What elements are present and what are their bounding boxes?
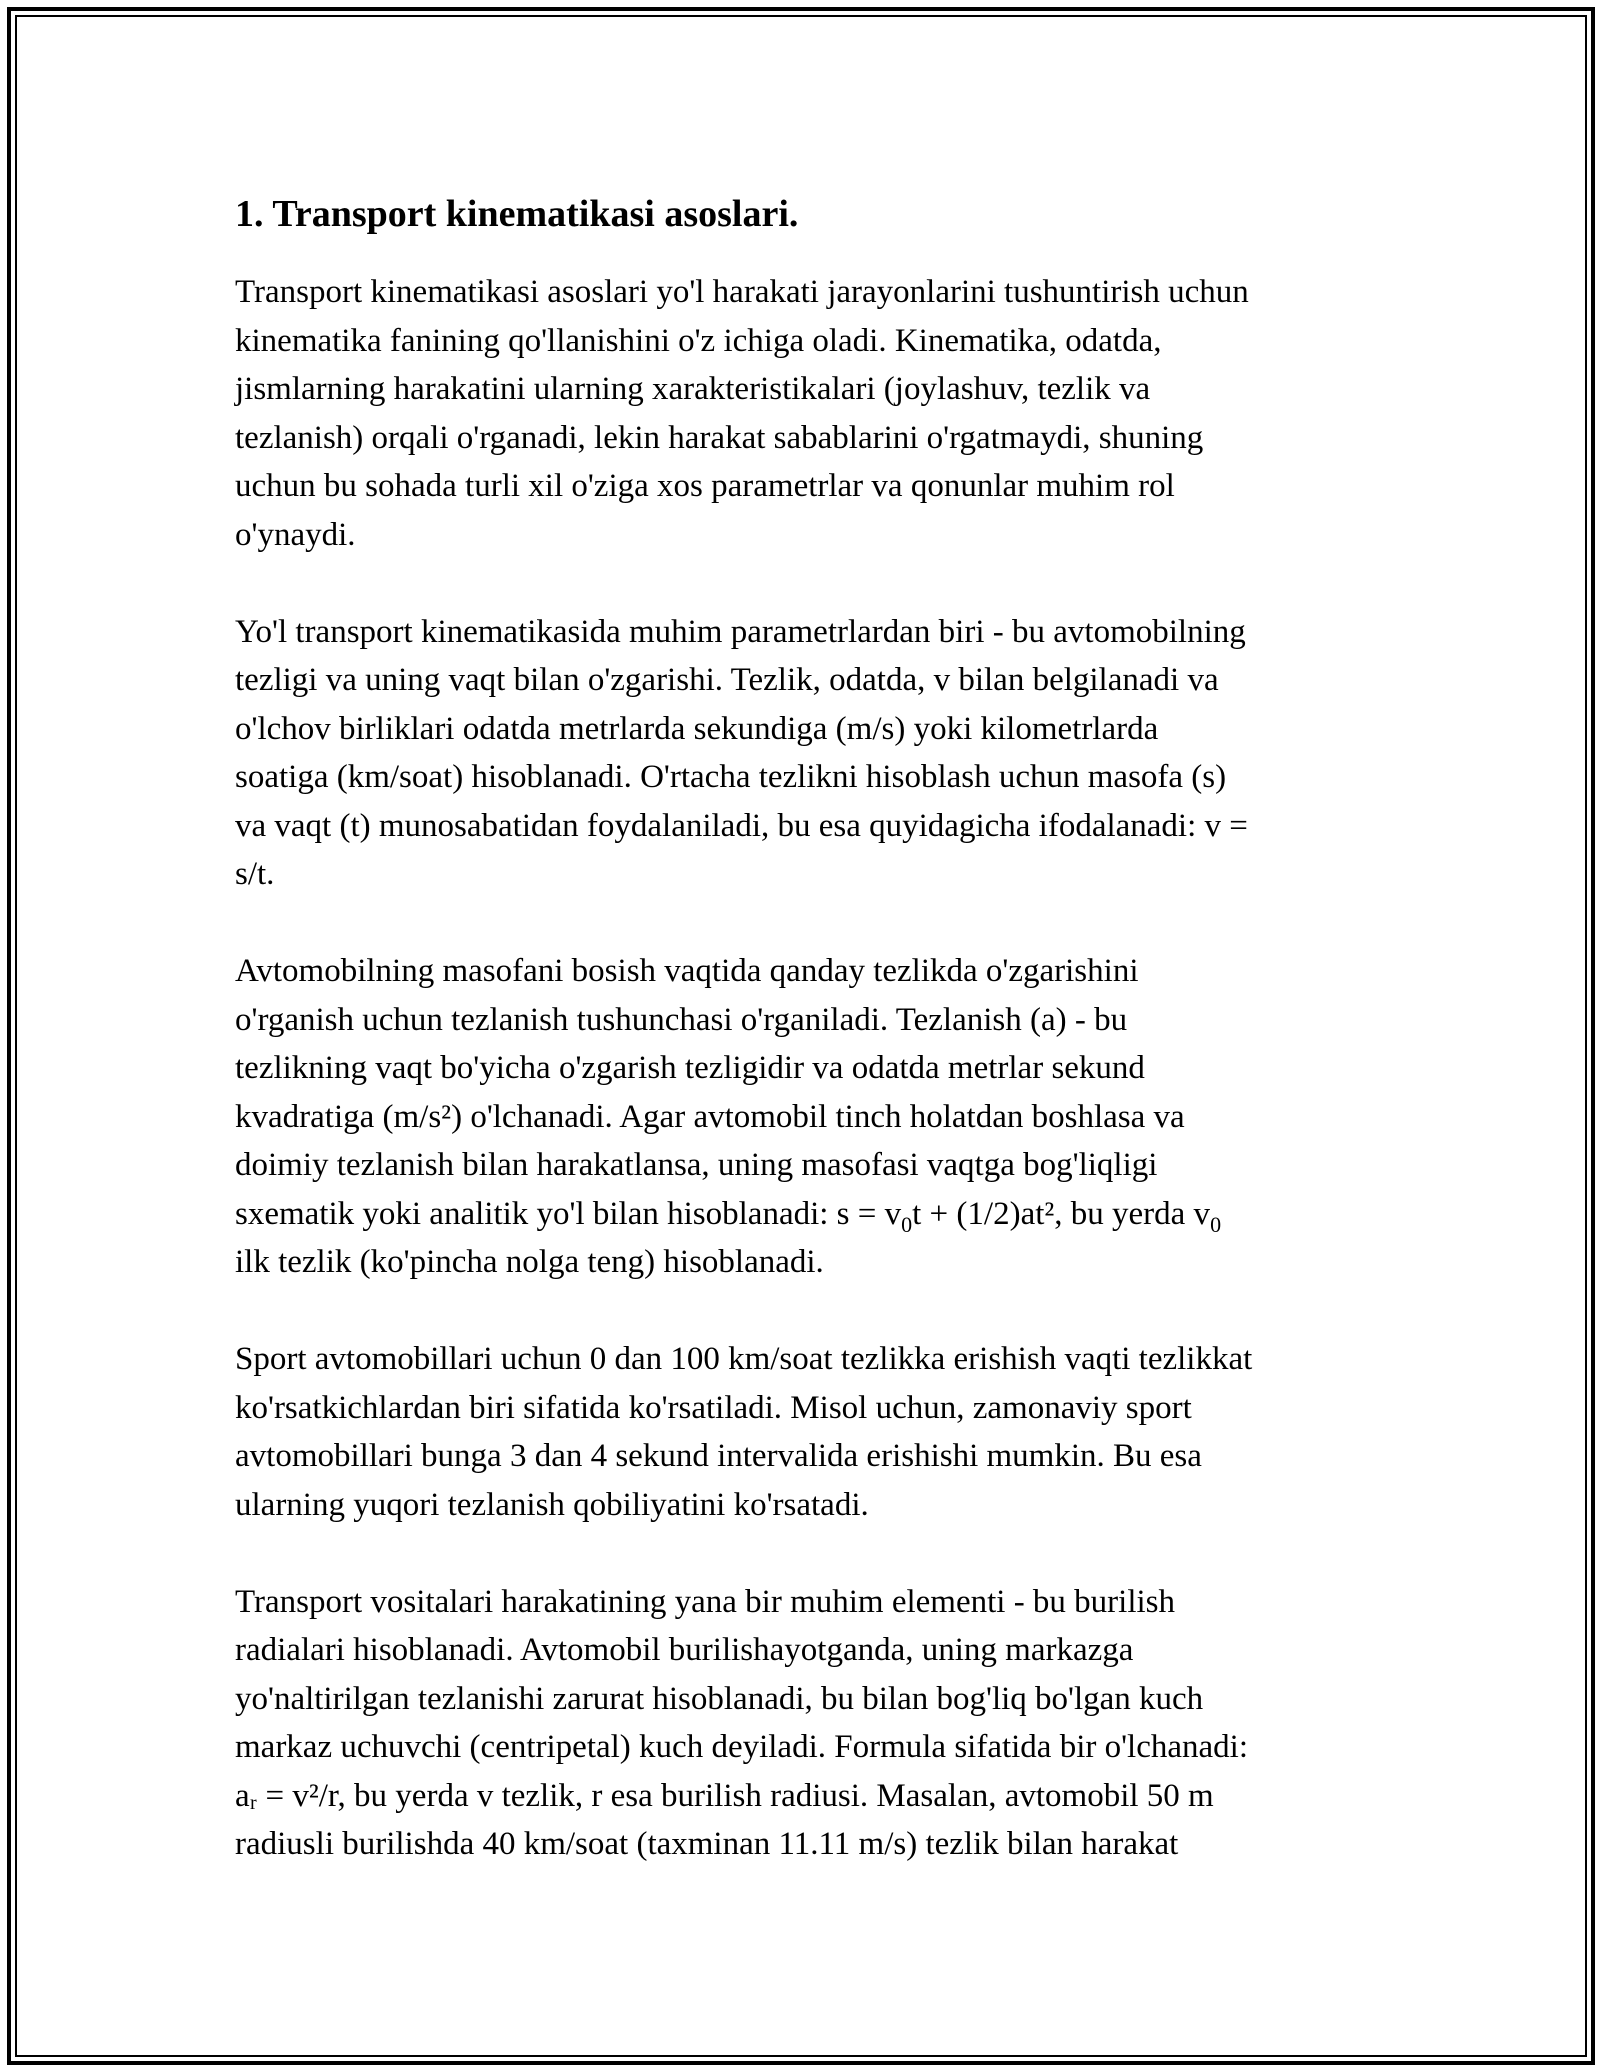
document-title: 1. Transport kinematikasi asoslari. — [235, 193, 799, 235]
paragraph-3-mid: t + (1/2)at², bu yerda v — [912, 1195, 1211, 1232]
paragraph-1: Transport kinematikasi asoslari yo'l harakati jarayonlarini tushuntirish uchun kinematika fanining qo'llanishini o'z ichiga oladi. Kinematika, odatda, jismlarning harakatini ularning xarakteristikalari (joylashuv, tezlik va tezlanish) orqali o'rganadi, lekin harakat sabablarini o'rgatmaydi, shuning uchun bu sohada turli xil o'ziga xos parametrlar va qonunlar muhim rol o'ynaydi. — [235, 274, 1249, 553]
paragraph-5: Transport vositalari harakatining yana bir muhim elementi - bu burilish radialari hisoblanadi. Avtomobil burilishayotganda, uning markazga yo'naltirilgan tezlanishi zarurat hisoblanadi, bu bilan bog'liq bo'lgan kuch markaz uchuvchi (centripetal) kuch deyiladi. Formula sifatida bir o'lchanadi: aᵣ = v²/r, bu yerda v tezlik, r esa burilish radiusi. Masalan, avtomobil 50 m radiusli burilishda 40 km/soat (taxminan 11.11 m/s) tezlik bilan harakat — [235, 1583, 1248, 1862]
paragraph-2: Yo'l transport kinematikasida muhim parametrlardan biri - bu avtomobilning tezligi va uning vaqt bilan o'zgarishi. Tezlik, odatda, v bilan belgilanadi va o'lchov birliklari odatda metrlarda sekundiga (m/s) yoki kilometrlarda soatiga (km/soat) hisoblanadi. O'rtacha tezlikni hisoblash uchun masofa (s) va vaqt (t) munosabatidan foydalaniladi, bu esa quyidagicha ifodalanadi: v = s/t. — [235, 613, 1248, 892]
paragraph-3 — [235, 947, 1375, 1287]
document-body — [235, 186, 1375, 1917]
subscript-zero: 0 — [901, 1211, 913, 1237]
paragraph-4: Sport avtomobillari uchun 0 dan 100 km/soat tezlikka erishish vaqti tezlikkat ko'rsatkichlardan biri sifatida ko'rsatiladi. Misol uchun, zamonaviy sport avtomobillari bunga 3 dan 4 sekund intervalida erishishi mumkin. Bu esa ularning yuqori tezlanish qobiliyatini ko'rsatadi. — [235, 1341, 1253, 1523]
subscript-zero: 0 — [1210, 1211, 1222, 1237]
paragraph-3-lead: Avtomobilning masofani bosish vaqtida qanday tezlikda o'zgarishini o'rganish uchun tezlanish tushunchasi o'rganiladi. Tezlanish (a) - bu tezlikning vaqt bo'yicha o'zgarish tezligidir va odatda metrlar sekund kvadratiga (m/s²) o'lchanadi. Agar avtomobil tinch holatdan boshlasa va doimiy tezlanish bilan harakatlansa, uning masofasi vaqtga bog'liqligi sxematik yoki analitik yo'l bilan hisoblanadi: s = v — [235, 953, 1185, 1232]
paragraph-3-tail: ilk tezlik (ko'pincha nolga teng) hisoblanadi. — [235, 1244, 824, 1280]
